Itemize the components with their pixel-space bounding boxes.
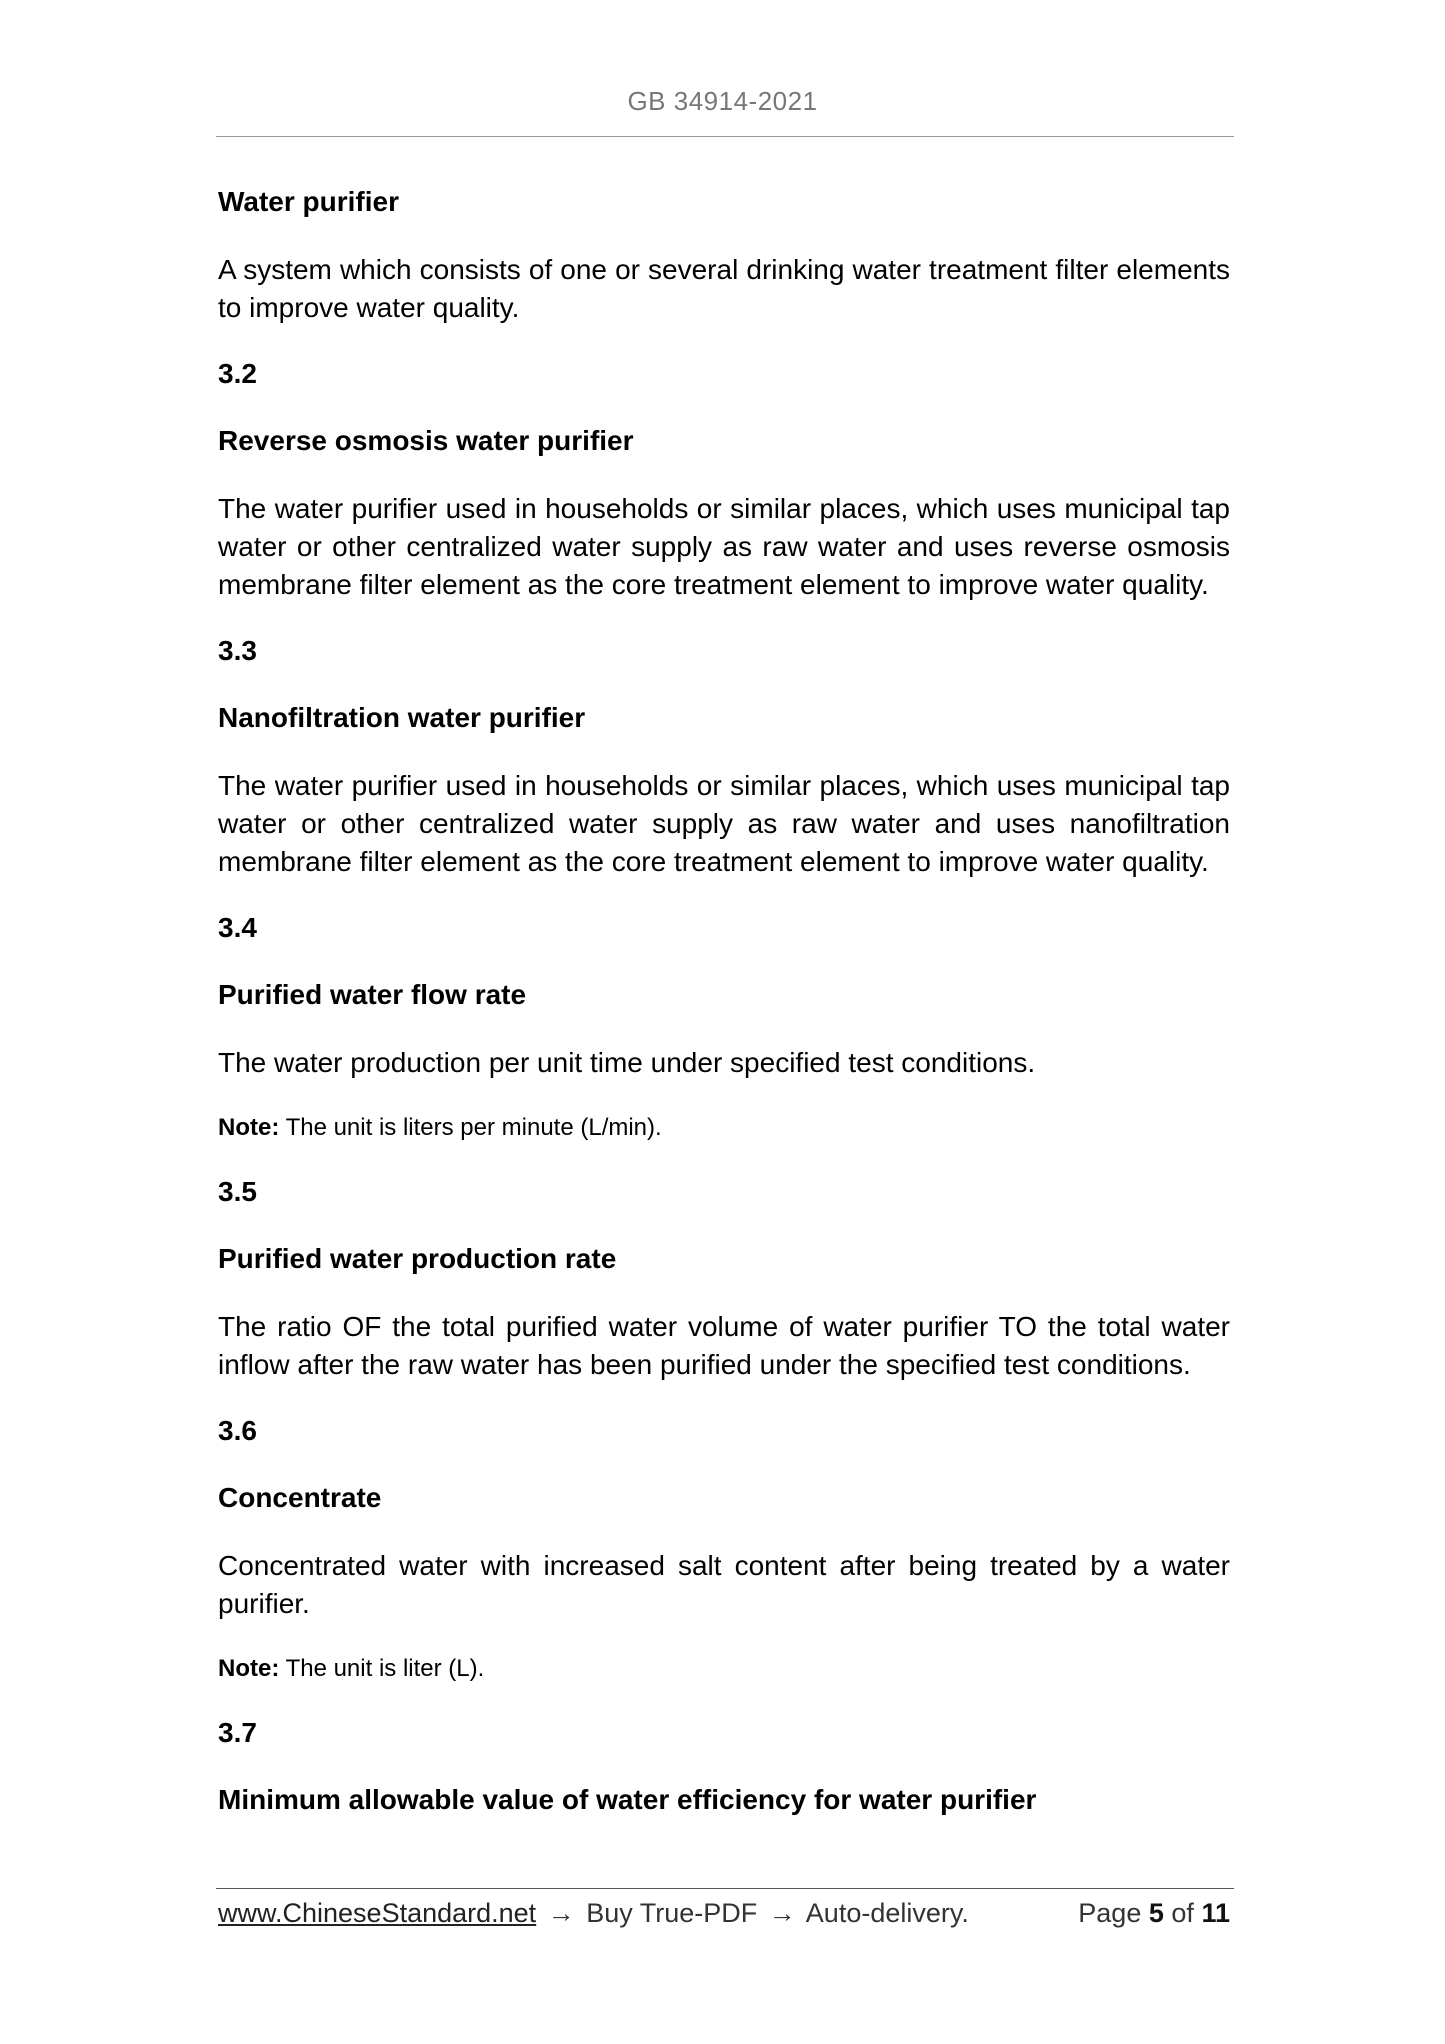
term-definition: The ratio OF the total purified water volume of water purifier TO the total water inflow after the raw water has been purified under the specified test conditions. xyxy=(218,1311,1230,1380)
document-code-header: GB 34914-2021 xyxy=(627,86,818,116)
note-label: Note: xyxy=(218,1114,280,1141)
term-number: 3.4 xyxy=(218,912,257,943)
term-heading: Concentrate xyxy=(218,1482,382,1513)
term-definition: The water purifier used in households or similar places, which uses municipal tap water or other centralized water supply as raw water and uses nanofiltration membrane filter element as the core treatment element to improve water quality. xyxy=(218,770,1230,877)
term-heading: Minimum allowable value of water efficiency for water purifier xyxy=(218,1784,1037,1815)
term-heading: Reverse osmosis water purifier xyxy=(218,425,634,456)
page-footer xyxy=(218,1893,1230,1933)
term-heading: Purified water flow rate xyxy=(218,979,527,1010)
term-number: 3.7 xyxy=(218,1717,257,1748)
term-note xyxy=(218,1652,1230,1686)
page-content xyxy=(218,184,1230,1849)
term-definition: The water purifier used in households or similar places, which uses municipal tap water or other centralized water supply as raw water and uses reverse osmosis membrane filter element as the core treatment element to improve water quality. xyxy=(218,493,1230,600)
term-number: 3.5 xyxy=(218,1176,257,1207)
term-heading: Nanofiltration water purifier xyxy=(218,702,586,733)
note-text: The unit is liter (L). xyxy=(285,1655,485,1682)
term-heading: Water purifier xyxy=(218,186,399,217)
website-link[interactable]: www.ChineseStandard.net xyxy=(218,1898,537,1928)
term-note xyxy=(218,1111,1230,1145)
buy-true-pdf-text: Buy True-PDF xyxy=(586,1898,758,1928)
header-divider xyxy=(216,136,1234,137)
page-indicator xyxy=(1078,1893,1230,1933)
term-definition: The water production per unit time under specified test conditions. xyxy=(218,1047,1036,1078)
note-text: The unit is liters per minute (L/min). xyxy=(285,1114,662,1141)
term-definition: A system which consists of one or several drinking water treatment filter elements to improve water quality. xyxy=(218,254,1230,323)
page-current: 5 xyxy=(1148,1898,1164,1928)
term-definition: Concentrated water with increased salt content after being treated by a water purifier. xyxy=(218,1550,1230,1619)
term-number: 3.3 xyxy=(218,635,257,666)
term-heading: Purified water production rate xyxy=(218,1243,617,1274)
page-total: 11 xyxy=(1201,1898,1230,1928)
auto-delivery-text: Auto-delivery. xyxy=(805,1898,969,1928)
note-label: Note: xyxy=(218,1655,280,1682)
page-of-label: of xyxy=(1171,1898,1194,1928)
term-number: 3.2 xyxy=(218,358,257,389)
arrow-right-icon: → xyxy=(547,1898,575,1928)
term-number: 3.6 xyxy=(218,1415,257,1446)
arrow-right-icon: → xyxy=(768,1898,796,1928)
page-label: Page xyxy=(1078,1898,1142,1928)
footer-promo xyxy=(218,1893,969,1933)
footer-divider xyxy=(216,1888,1234,1889)
